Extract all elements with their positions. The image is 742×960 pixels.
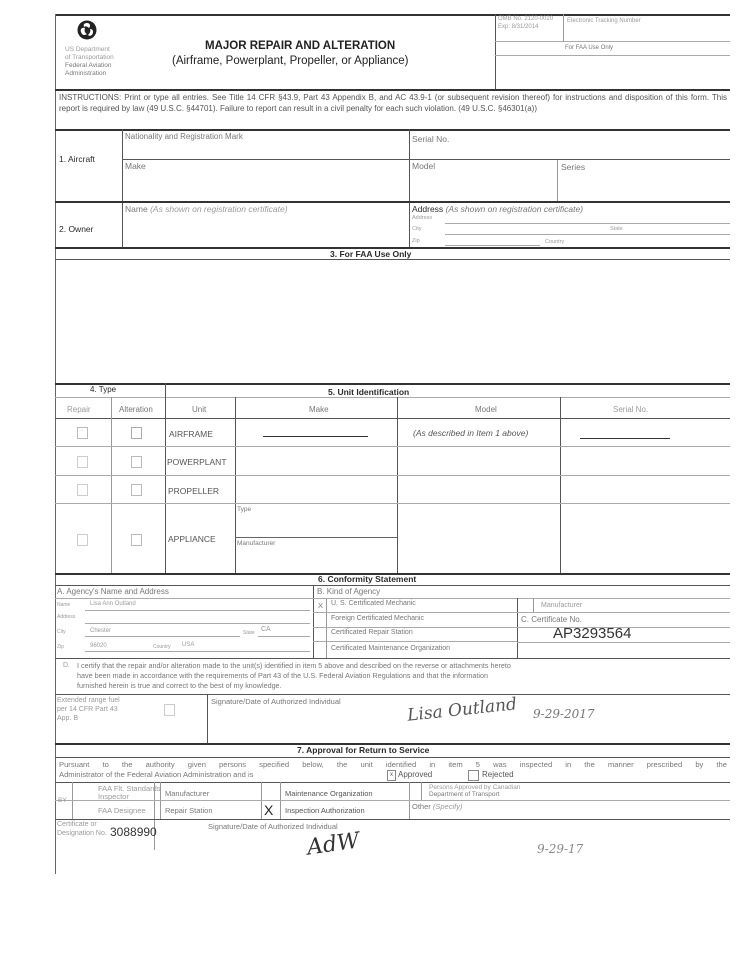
option-label: Persons Approved by Canadian — [429, 784, 521, 791]
unit-row-airframe — [55, 419, 730, 446]
option-repair-station[interactable] — [161, 801, 261, 819]
kind-foreign-mechanic[interactable] — [313, 613, 517, 627]
type-section-label: 4. Type — [90, 385, 117, 394]
owner-address-input[interactable] — [445, 214, 730, 223]
agency-zip-field-label: Zip — [57, 644, 64, 650]
approval-signature-date[interactable]: 9-29-17 — [537, 842, 584, 856]
aircraft-make-field[interactable] — [123, 172, 408, 200]
certify-text-line-1: I certify that the repair and/or alteration made to the unit(s) identified in item 5 above and described on the reverse or attachments hereto — [77, 661, 511, 670]
owner-zip-input[interactable] — [445, 236, 540, 245]
conformity-signature-label: Signature/Date of Authorized Individual — [211, 697, 341, 706]
owner-name-label-text: Name — [125, 204, 148, 214]
serial-column-header: Serial No. — [613, 405, 649, 414]
model-label: Model — [412, 161, 436, 171]
agency-address-field-label: Address — [57, 614, 76, 620]
serial-no-label: Serial No. — [412, 134, 450, 144]
kind-manufacturer[interactable] — [533, 599, 730, 612]
repair-column-header: Repair — [67, 405, 91, 414]
repair-checkbox-airframe[interactable]: · — [77, 427, 88, 439]
agency-line: Administration — [65, 70, 107, 77]
option-manufacturer[interactable] — [161, 783, 261, 800]
agency-state-field-label: State — [243, 630, 255, 636]
certify-text-line-3: furnished herein is true and correct to the best of my knowledge. — [77, 681, 282, 690]
form-title: MAJOR REPAIR AND ALTERATION — [205, 40, 396, 52]
kind-maintenance-org[interactable] — [313, 642, 517, 657]
option-label: Department of Transport — [429, 791, 500, 798]
unit-name: AIRFRAME — [169, 429, 213, 439]
appliance-manufacturer-field[interactable] — [236, 548, 396, 572]
owner-city-input[interactable] — [445, 225, 605, 234]
owner-name-field[interactable] — [123, 216, 408, 246]
unit-row-powerplant — [55, 447, 730, 475]
owner-city-field-label: City — [412, 226, 422, 232]
aircraft-series-field[interactable] — [558, 172, 729, 200]
airframe-make-dash — [263, 436, 368, 437]
option-label: Repair Station — [165, 806, 213, 815]
owner-address-label — [412, 204, 583, 214]
nationality-field[interactable] — [123, 142, 408, 158]
option-other[interactable] — [410, 801, 730, 819]
conformity-signature[interactable]: Lisa Outland — [406, 694, 518, 726]
propeller-make-field[interactable] — [236, 477, 396, 502]
repair-checkbox-powerplant[interactable] — [77, 456, 88, 468]
agency-name-field-label: Name — [57, 602, 71, 608]
approval-section-label: 7. Approval for Return to Service — [297, 745, 430, 755]
approval-signature-label: Signature/Date of Authorized Individual — [208, 822, 338, 831]
kind-label: Manufacturer — [541, 602, 583, 609]
by-label: BY — [58, 797, 67, 804]
owner-address-hint: (As shown on registration certificate) — [445, 204, 584, 214]
extended-range-fuel-line-1: Extended range fuel — [57, 697, 120, 704]
extended-range-fuel-line-2: per 14 CFR Part 43 — [57, 706, 118, 713]
kind-mark: X — [318, 601, 324, 610]
faa-use-only-label: For FAA Use Only — [565, 45, 614, 51]
repair-checkbox-propeller[interactable] — [77, 484, 88, 496]
extended-range-fuel-checkbox[interactable] — [164, 704, 175, 716]
owner-zip-field-label: Zip — [412, 238, 420, 244]
approval-text-line-1: Pursuant to the authority given persons specified below, the unit identified in item 5 was inspected in the manner prescribed by the — [59, 760, 727, 769]
certificate-designation-label-2: Designation No. — [57, 830, 107, 837]
unit-row-propeller — [55, 476, 730, 503]
appliance-manufacturer-label: Manufacturer — [237, 540, 276, 547]
kind-label: U. S. Certificated Mechanic — [331, 600, 416, 607]
appliance-model-field[interactable] — [398, 505, 559, 572]
option-label: FAA Designee — [98, 806, 146, 815]
owner-name-label — [125, 204, 288, 214]
alteration-checkbox-propeller[interactable] — [131, 484, 142, 496]
unit-name: PROPELLER — [168, 486, 220, 496]
kind-us-mechanic[interactable] — [313, 599, 517, 612]
owner-country-field-label: Country — [545, 239, 565, 245]
powerplant-make-field[interactable] — [236, 448, 396, 474]
kind-of-agency-label: B. Kind of Agency — [317, 587, 381, 596]
other-label: Other — [412, 802, 431, 811]
faa-use-section-label: 3. For FAA Use Only — [330, 249, 412, 259]
certificate-no-value[interactable]: AP3293564 — [553, 625, 632, 642]
alteration-checkbox-powerplant[interactable] — [131, 456, 142, 468]
approval-signature[interactable]: AdW — [305, 828, 362, 861]
unit-name: APPLIANCE — [168, 534, 216, 544]
propeller-model-field[interactable] — [398, 477, 559, 502]
model-column-header: Model — [475, 405, 497, 414]
repair-station-mark[interactable]: X — [264, 802, 274, 818]
agency-country-value[interactable]: USA — [182, 642, 195, 648]
powerplant-serial-field[interactable] — [561, 448, 729, 474]
conformity-section-label: 6. Conformity Statement — [318, 574, 417, 584]
rejected-checkbox[interactable] — [468, 770, 479, 781]
option-label: Inspector — [98, 792, 129, 801]
owner-address-field-label: Address — [412, 215, 433, 221]
make-column-header: Make — [309, 405, 329, 414]
aircraft-serial-field[interactable] — [411, 144, 729, 158]
unit-row-appliance — [55, 504, 730, 573]
dot-logo-icon — [77, 20, 97, 40]
omb-number: OMB No. 2120-0020 — [498, 16, 554, 22]
kind-label: Certificated Repair Station — [331, 629, 413, 636]
option-label: Inspection Authorization — [285, 806, 365, 815]
certify-text-line-2: have been made in accordance with the requirements of Part 43 of the U.S. Federal Aviation Regulations and that the information — [77, 671, 488, 680]
agency-line: US Department — [65, 46, 110, 53]
owner-section-label: 2. Owner — [59, 224, 94, 234]
unit-name: POWERPLANT — [167, 457, 227, 467]
airframe-serial-dash — [580, 438, 670, 439]
alteration-column-header: Alteration — [119, 405, 153, 414]
kind-label: Foreign Certificated Mechanic — [331, 615, 424, 622]
agency-city-value[interactable]: Chester — [90, 628, 112, 634]
appliance-type-field[interactable] — [236, 514, 396, 536]
airframe-model-value: (As described in Item 1 above) — [413, 428, 529, 438]
agency-city-field-label: City — [57, 629, 66, 635]
agency-name-address-label: A. Agency's Name and Address — [57, 587, 169, 596]
option-label: Maintenance Organization — [285, 789, 373, 798]
option-label — [412, 802, 462, 811]
approved-label: Approved — [398, 770, 433, 779]
repair-checkbox-appliance[interactable] — [77, 534, 88, 546]
kind-label: Certificated Maintenance Organization — [331, 645, 451, 652]
option-label: FAA Flt. Standards — [98, 784, 161, 793]
unit-identification-section-label: 5. Unit Identification — [328, 387, 410, 397]
approved-checkbox[interactable]: x — [387, 770, 396, 781]
owner-name-hint: (As shown on registration certificate) — [150, 204, 288, 214]
certificate-designation-label-1: Certificate or — [57, 821, 97, 828]
appliance-serial-field[interactable] — [561, 505, 729, 572]
agency-line: Federal Aviation — [65, 62, 112, 69]
tracking-number-field[interactable] — [564, 28, 730, 40]
powerplant-model-field[interactable] — [398, 448, 559, 474]
aircraft-model-field[interactable] — [411, 172, 556, 200]
appliance-type-label: Type — [237, 506, 252, 513]
agency-state-value[interactable]: CA — [261, 626, 271, 633]
extended-range-fuel-line-3: App. B — [57, 715, 79, 722]
agency-address-input[interactable] — [85, 612, 310, 621]
alteration-checkbox-appliance[interactable] — [131, 534, 142, 546]
option-faa-designee[interactable] — [73, 801, 154, 819]
propeller-serial-field[interactable] — [561, 477, 729, 502]
series-label: Series — [561, 162, 586, 172]
certify-prefix: D. — [63, 662, 70, 669]
tracking-number-label: Electronic Tracking Number — [567, 18, 641, 24]
agency-zip-value[interactable]: 96020 — [90, 643, 107, 649]
form-subtitle: (Airframe, Powerplant, Propeller, or Appliance) — [172, 55, 409, 67]
certificate-no-label: C. Certificate No. — [521, 615, 582, 624]
owner-state-field-label: State — [610, 226, 623, 232]
option-canadian-persons[interactable] — [422, 783, 730, 800]
option-label: Manufacturer — [165, 789, 210, 798]
option-inspection-authorization[interactable] — [281, 801, 409, 819]
unit-column-header: Unit — [192, 405, 207, 414]
conformity-signature-date[interactable]: 9-29-2017 — [533, 707, 595, 721]
make-label: Make — [125, 161, 146, 171]
instructions-text: INSTRUCTIONS: Print or type all entries. See Title 14 CFR §43.9, Part 43 Appendix B, and AC 43.9-1 (or subsequent revision thereof) for instructions and disposition of this form. This report is required by law (49 U.S.C. §44701). Failure to report can result in a civil penalty for each such violation. (49 U.S.C. §46301(a)) — [59, 93, 727, 113]
agency-name-value[interactable]: Lisa Ann Outland — [90, 601, 136, 607]
other-hint: (Specify) — [432, 802, 463, 811]
omb-expiration: Exp: 8/31/2014 — [498, 24, 539, 30]
certificate-designation-value[interactable]: 3088990 — [110, 825, 157, 839]
rejected-label: Rejected — [482, 770, 514, 779]
aircraft-section-label: 1. Aircraft — [59, 154, 95, 164]
option-faa-flt-standards-inspector[interactable] — [73, 783, 161, 801]
kind-repair-station[interactable] — [313, 628, 517, 641]
faa-use-area — [56, 260, 730, 382]
agency-country-field-label: Country — [153, 644, 171, 650]
alteration-checkbox-airframe[interactable] — [131, 427, 142, 439]
approval-text-line-2: Administrator of the Federal Aviation Administration and is — [59, 770, 254, 779]
nationality-label: Nationality and Registration Mark — [125, 132, 243, 141]
owner-address-label-text: Address — [412, 204, 444, 214]
agency-line: of Transportation — [65, 54, 114, 61]
option-maintenance-organization[interactable] — [281, 783, 409, 800]
